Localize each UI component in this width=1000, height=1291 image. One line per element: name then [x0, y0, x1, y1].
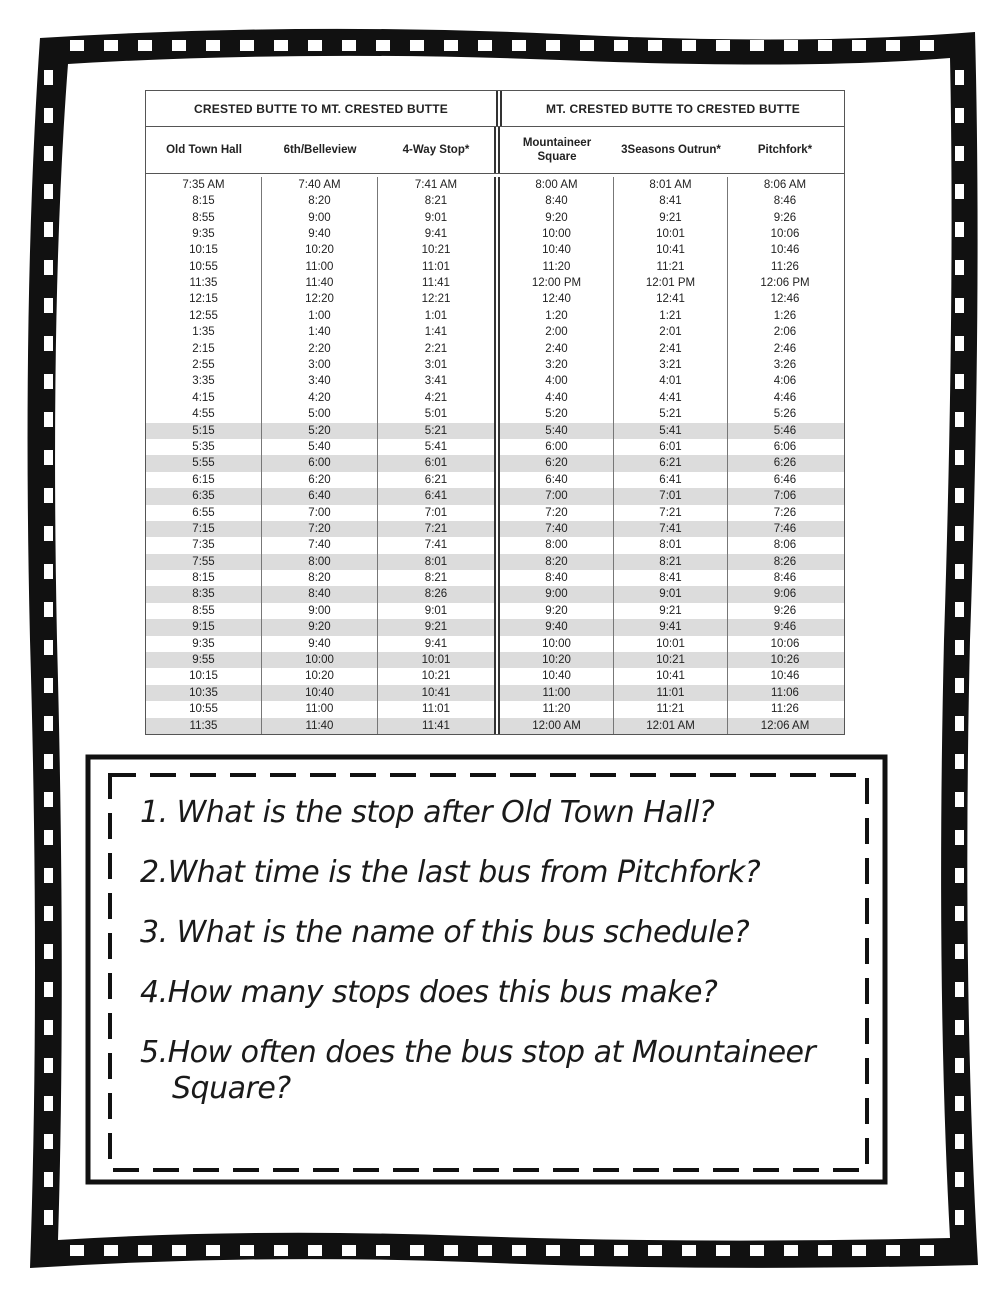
table-cell: 6:01 [424, 457, 448, 470]
table-cell: 8:00 AM [500, 177, 614, 193]
table-cell: 10:26 [770, 654, 800, 667]
table-cell: 6:26 [773, 457, 797, 470]
table-cell: 7:40 AM [262, 177, 378, 193]
table-cell: 5:55 [146, 455, 262, 471]
table-cell: 3:21 [614, 357, 728, 373]
table-cell: 9:01 [424, 211, 448, 224]
table-cell: 4:40 [500, 390, 614, 406]
table-cell: 8:01 AM [614, 177, 728, 193]
table-cell: 4:00 [500, 373, 614, 389]
table-cell: 9:00 [500, 586, 614, 602]
table-cell: 7:35 AM [146, 177, 262, 193]
table-cell: 7:41 [424, 539, 448, 552]
table-cell: 8:15 [146, 193, 262, 209]
table-cell: 5:20 [500, 406, 614, 422]
table-cell: 8:06 AM [763, 178, 807, 191]
table-cell: 7:21 [614, 505, 728, 521]
table-cell: 5:15 [146, 423, 262, 439]
table-cell: 9:40 [500, 619, 614, 635]
stop-header-3seasons-outrun: 3Seasons Outrun* [621, 144, 721, 157]
table-cell: 11:40 [262, 275, 378, 291]
table-cell: 11:06 [771, 686, 799, 699]
table-cell: 6:06 [773, 440, 797, 453]
table-cell: 10:55 [146, 701, 262, 717]
table-cell: 9:00 [262, 210, 378, 226]
table-cell: 8:01 [424, 555, 448, 568]
table-cell: 11:20 [500, 701, 614, 717]
table-cell: 6:40 [500, 472, 614, 488]
table-cell: 10:40 [262, 685, 378, 701]
table-cell: 3:40 [262, 373, 378, 389]
table-cell: 6:15 [146, 472, 262, 488]
table-cell: 11:41 [422, 277, 450, 290]
table-cell: 11:35 [146, 718, 262, 734]
table-cell: 11:40 [262, 718, 378, 734]
table-cell: 4:01 [614, 373, 728, 389]
table-cell: 8:26 [424, 588, 448, 601]
table-cell: 6:35 [146, 488, 262, 504]
table-cell: 7:20 [262, 521, 378, 537]
table-cell: 3:41 [424, 375, 448, 388]
table-cell: 10:06 [770, 227, 800, 240]
table-cell: 3:35 [146, 373, 262, 389]
table-cell: 9:01 [614, 586, 728, 602]
table-cell: 2:06 [773, 326, 797, 339]
table-cell: 1:21 [614, 308, 728, 324]
table-cell: 3:00 [262, 357, 378, 373]
table-cell: 7:41 [614, 521, 728, 537]
table-cell: 7:55 [146, 554, 262, 570]
table-cell: 10:41 [614, 668, 728, 684]
table-cell: 11:26 [771, 260, 799, 273]
table-cell: 6:20 [262, 472, 378, 488]
table-cell: 9:00 [262, 603, 378, 619]
table-cell: 7:20 [500, 505, 614, 521]
table-cell: 8:00 [262, 554, 378, 570]
table-cell: 2:00 [500, 324, 614, 340]
table-cell: 11:26 [771, 703, 799, 716]
table-cell: 2:41 [614, 341, 728, 357]
table-cell: 11:35 [146, 275, 262, 291]
table-cell: 8:40 [500, 570, 614, 586]
stop-header-old-town-hall: Old Town Hall [166, 144, 242, 157]
table-cell: 8:20 [500, 554, 614, 570]
table-cell: 1:26 [773, 309, 797, 322]
table-cell: 7:40 [500, 521, 614, 537]
table-cell: 8:21 [424, 572, 448, 585]
table-cell: 12:46 [770, 293, 800, 306]
table-cell: 9:55 [146, 652, 262, 668]
table-cell: 8:06 [773, 539, 797, 552]
table-cell: 6:41 [424, 490, 448, 503]
table-cell: 8:41 [614, 193, 728, 209]
table-cell: 1:01 [424, 309, 448, 322]
question-2: 2.What time is the last bus from Pitchfork? [140, 855, 761, 890]
stop-header-mountaineer-square: Mountaineer Square [522, 137, 592, 164]
table-cell: 7:41 AM [414, 178, 458, 191]
table-cell: 5:26 [773, 408, 797, 421]
table-cell: 9:46 [773, 621, 797, 634]
table-cell: 11:01 [422, 260, 450, 273]
table-cell: 10:21 [614, 652, 728, 668]
table-cell: 8:40 [500, 193, 614, 209]
table-cell: 10:40 [500, 668, 614, 684]
table-cell: 2:46 [773, 342, 797, 355]
direction-title-right: MT. CRESTED BUTTE TO CRESTED BUTTE [546, 101, 800, 116]
table-cell: 4:06 [773, 375, 797, 388]
table-cell: 9:15 [146, 619, 262, 635]
table-cell: 9:01 [424, 604, 448, 617]
table-cell: 10:00 [500, 636, 614, 652]
table-cell: 10:41 [421, 686, 451, 699]
table-cell: 10:20 [500, 652, 614, 668]
table-cell: 7:35 [146, 537, 262, 553]
stop-header-6th-belleview: 6th/Belleview [283, 144, 357, 157]
table-cell: 9:26 [773, 211, 797, 224]
table-cell: 4:21 [424, 391, 448, 404]
table-cell: 9:40 [262, 226, 378, 242]
table-cell: 4:15 [146, 390, 262, 406]
table-cell: 8:55 [146, 603, 262, 619]
question-5: 5.How often does the bus stop at Mountaineer [140, 1035, 816, 1070]
table-cell: 12:55 [146, 308, 262, 324]
table-cell: 5:00 [262, 406, 378, 422]
table-cell: 9:35 [146, 636, 262, 652]
table-cell: 7:15 [146, 521, 262, 537]
table-cell: 8:26 [773, 555, 797, 568]
table-cell: 10:15 [146, 668, 262, 684]
table-cell: 10:46 [770, 244, 800, 257]
table-cell: 10:15 [146, 242, 262, 258]
table-cell: 12:01 AM [614, 718, 728, 734]
table-cell: 1:00 [262, 308, 378, 324]
table-cell: 2:21 [424, 342, 448, 355]
table-cell: 9:21 [424, 621, 448, 634]
table-cell: 7:21 [424, 522, 448, 535]
table-cell: 3:26 [773, 359, 797, 372]
table-cell: 4:20 [262, 390, 378, 406]
table-cell: 8:41 [614, 570, 728, 586]
table-cell: 8:21 [614, 554, 728, 570]
table-cell: 10:55 [146, 259, 262, 275]
table-cell: 3:01 [424, 359, 448, 372]
table-cell: 7:26 [773, 506, 797, 519]
table-cell: 8:46 [773, 195, 797, 208]
table-cell: 6:00 [262, 455, 378, 471]
table-cell: 11:21 [614, 259, 728, 275]
table-cell: 9:20 [500, 210, 614, 226]
table-cell: 2:55 [146, 357, 262, 373]
question-4: 4.How many stops does this bus make? [140, 975, 718, 1010]
table-cell: 2:15 [146, 341, 262, 357]
table-cell: 10:01 [614, 636, 728, 652]
direction-title-left: CRESTED BUTTE TO MT. CRESTED BUTTE [194, 101, 448, 116]
table-cell: 9:41 [614, 619, 728, 635]
table-cell: 12:00 AM [500, 718, 614, 734]
table-cell: 10:06 [770, 637, 800, 650]
table-cell: 11:20 [500, 259, 614, 275]
table-cell: 3:20 [500, 357, 614, 373]
table-cell: 5:40 [262, 439, 378, 455]
table-cell: 6:20 [500, 455, 614, 471]
table-cell: 7:01 [424, 506, 448, 519]
question-list [140, 795, 860, 1131]
table-cell: 7:01 [614, 488, 728, 504]
question-5-continued: Square? [172, 1071, 291, 1106]
table-cell: 6:00 [500, 439, 614, 455]
table-cell: 6:01 [614, 439, 728, 455]
table-cell: 11:00 [262, 259, 378, 275]
table-cell: 11:01 [422, 703, 450, 716]
table-cell: 4:55 [146, 406, 262, 422]
table-cell: 11:41 [422, 719, 450, 732]
table-cell: 10:20 [262, 242, 378, 258]
table-cell: 7:00 [500, 488, 614, 504]
table-cell: 2:01 [614, 324, 728, 340]
table-cell: 9:06 [773, 588, 797, 601]
question-3: 3. What is the name of this bus schedule? [140, 915, 750, 950]
table-cell: 12:00 PM [500, 275, 614, 291]
table-cell: 10:20 [262, 668, 378, 684]
table-cell: 7:06 [773, 490, 797, 503]
table-cell: 8:20 [262, 570, 378, 586]
table-cell: 8:20 [262, 193, 378, 209]
table-cell: 12:06 PM [760, 277, 810, 290]
table-cell: 10:00 [500, 226, 614, 242]
table-cell: 12:06 AM [760, 719, 810, 732]
stop-header-4-way-stop: 4-Way Stop* [402, 144, 470, 157]
table-cell: 10:21 [421, 670, 451, 683]
table-cell: 8:00 [500, 537, 614, 553]
table-cell: 5:41 [614, 423, 728, 439]
table-cell: 8:15 [146, 570, 262, 586]
table-cell: 9:21 [614, 210, 728, 226]
table-cell: 7:40 [262, 537, 378, 553]
table-cell: 10:01 [421, 654, 451, 667]
table-cell: 7:46 [773, 522, 797, 535]
table-cell: 1:20 [500, 308, 614, 324]
table-cell: 12:15 [146, 291, 262, 307]
table-cell: 8:46 [773, 572, 797, 585]
table-cell: 2:20 [262, 341, 378, 357]
table-cell: 10:01 [614, 226, 728, 242]
table-cell: 5:01 [424, 408, 448, 421]
table-cell: 11:21 [614, 701, 728, 717]
stop-header-pitchfork: Pitchfork* [757, 144, 813, 157]
table-cell: 5:46 [773, 424, 797, 437]
table-cell: 2:40 [500, 341, 614, 357]
table-cell: 9:41 [424, 637, 448, 650]
table-cell: 12:20 [262, 291, 378, 307]
table-cell: 4:41 [614, 390, 728, 406]
table-cell: 12:21 [421, 293, 451, 306]
table-cell: 12:41 [614, 291, 728, 307]
table-cell: 9:35 [146, 226, 262, 242]
table-cell: 9:20 [500, 603, 614, 619]
question-1: 1. What is the stop after Old Town Hall? [140, 795, 715, 830]
table-cell: 5:35 [146, 439, 262, 455]
table-cell: 8:21 [424, 195, 448, 208]
table-cell: 5:21 [424, 424, 448, 437]
table-cell: 9:21 [614, 603, 728, 619]
table-cell: 8:40 [262, 586, 378, 602]
table-cell: 11:00 [262, 701, 378, 717]
table-cell: 6:41 [614, 472, 728, 488]
table-cell: 8:55 [146, 210, 262, 226]
table-cell: 9:41 [424, 227, 448, 240]
table-cell: 10:41 [614, 242, 728, 258]
table-cell: 1:41 [424, 326, 448, 339]
table-cell: 5:40 [500, 423, 614, 439]
table-cell: 4:46 [773, 391, 797, 404]
table-cell: 9:40 [262, 636, 378, 652]
table-cell: 5:21 [614, 406, 728, 422]
table-cell: 8:35 [146, 586, 262, 602]
table-cell: 6:46 [773, 473, 797, 486]
table-cell: 11:01 [614, 685, 728, 701]
table-cell: 9:20 [262, 619, 378, 635]
table-cell: 1:40 [262, 324, 378, 340]
table-cell: 6:21 [614, 455, 728, 471]
table-cell: 6:55 [146, 505, 262, 521]
table-cell: 10:35 [146, 685, 262, 701]
table-cell: 10:21 [421, 244, 451, 257]
table-cell: 6:21 [424, 473, 448, 486]
table-cell: 1:35 [146, 324, 262, 340]
table-cell: 11:00 [500, 685, 614, 701]
table-cell: 7:00 [262, 505, 378, 521]
table-cell: 10:46 [770, 670, 800, 683]
table-cell: 6:40 [262, 488, 378, 504]
table-cell: 12:01 PM [614, 275, 728, 291]
table-cell: 5:41 [424, 440, 448, 453]
table-cell: 8:01 [614, 537, 728, 553]
table-cell: 12:40 [500, 291, 614, 307]
table-cell: 9:26 [773, 604, 797, 617]
table-cell: 10:40 [500, 242, 614, 258]
table-cell: 10:00 [262, 652, 378, 668]
table-cell: 5:20 [262, 423, 378, 439]
